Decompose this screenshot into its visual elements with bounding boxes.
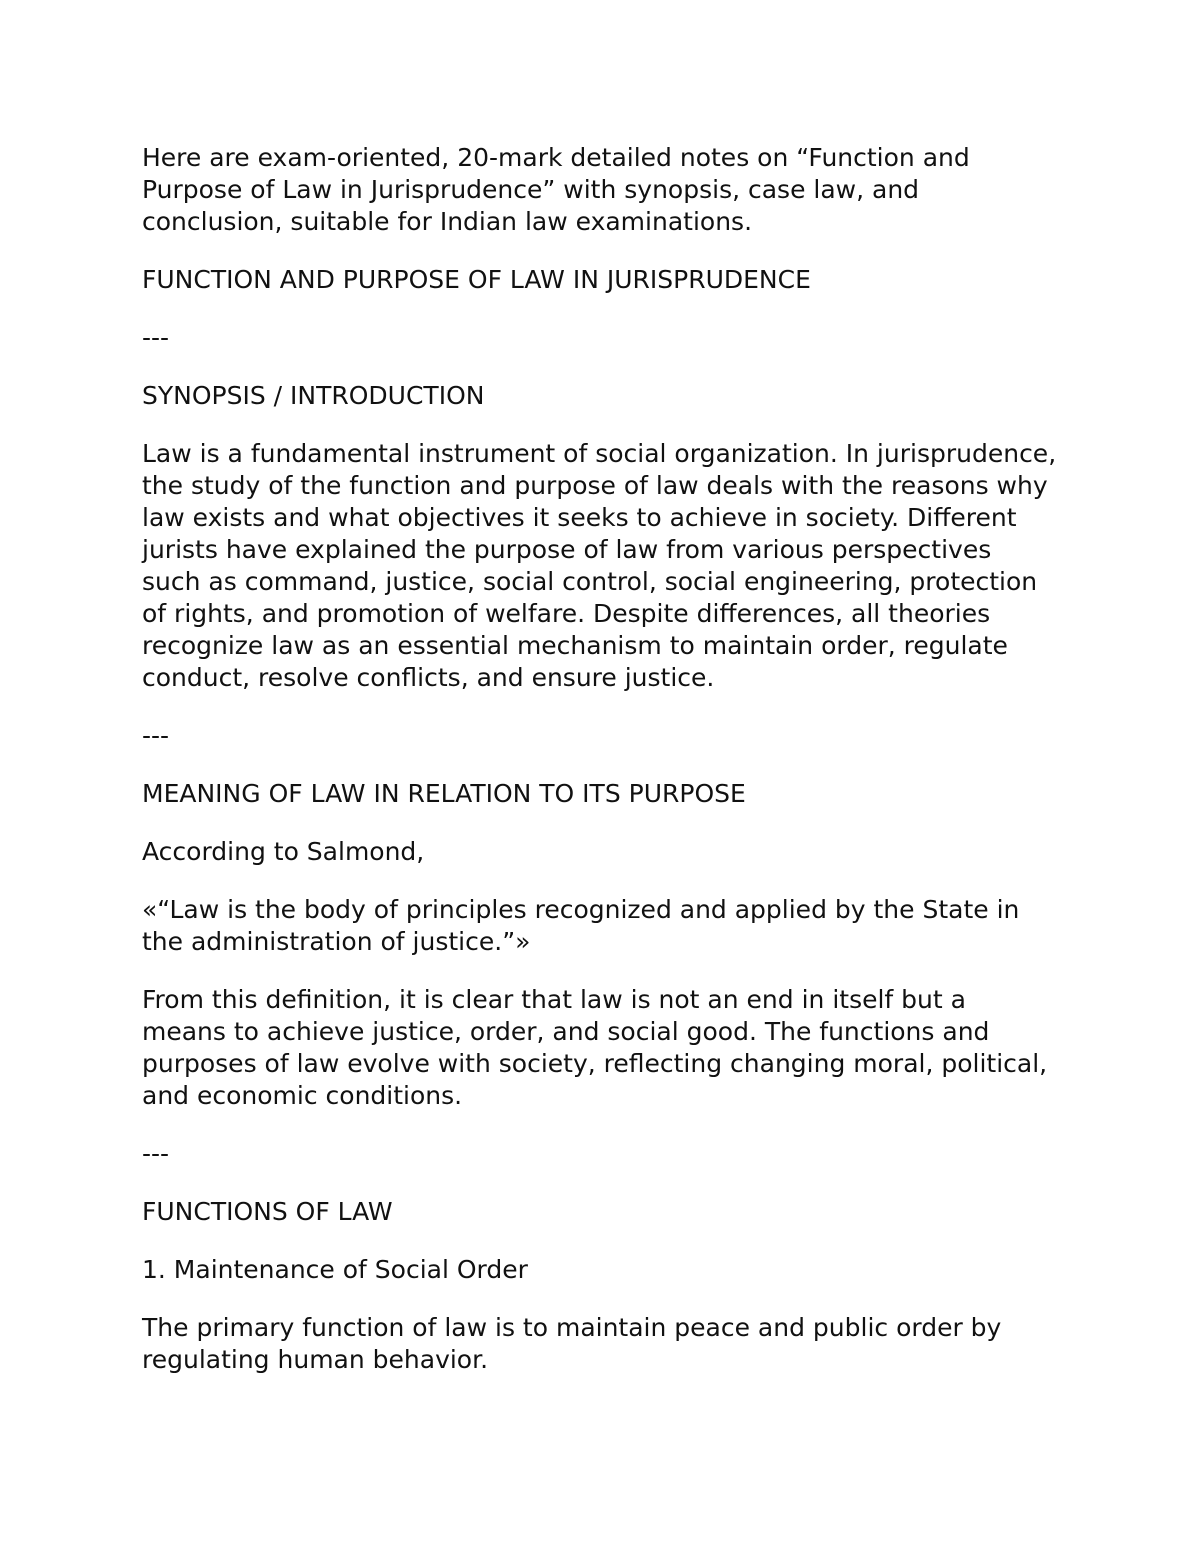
intro-paragraph: Here are exam-oriented, 20-mark detailed notes on “Function and Purpose of Law in Jurisprudence” with synopsis, case law, and conclusion, suitable for Indian law examinations.: [142, 143, 970, 236]
salmond-quote: «“Law is the body of principles recognized and applied by the State in the administration of justice.”»: [142, 895, 1020, 956]
heading-meaning: MEANING OF LAW IN RELATION TO ITS PURPOSE: [142, 779, 746, 808]
section-separator: ---: [142, 1139, 170, 1168]
function-1-title: 1. Maintenance of Social Order: [142, 1255, 528, 1284]
synopsis-paragraph: Law is a fundamental instrument of social organization. In jurisprudence, the study of the function and purpose of law deals with the reasons why law exists and what objectives it seeks to achieve in society. Different jurists have explained the purpose of law from various perspectives such as command, justice, social control, social engineering, protection of rights, and promotion of welfare. Despite differences, all theories recognize law as an essential mechanism to maintain order, regulate conduct, resolve conflicts, and ensure justice.: [142, 439, 1057, 692]
heading-functions: FUNCTIONS OF LAW: [142, 1197, 393, 1226]
heading-synopsis: SYNOPSIS / INTRODUCTION: [142, 381, 485, 410]
definition-paragraph: From this definition, it is clear that law is not an end in itself but a means to achieve justice, order, and social good. The functions and purposes of law evolve with society, reflecting changing moral, political, and economic conditions.: [142, 985, 1048, 1110]
document-body: [142, 142, 1057, 1402]
document-title: FUNCTION AND PURPOSE OF LAW IN JURISPRUDENCE: [142, 265, 811, 294]
function-1-text: The primary function of law is to maintain peace and public order by regulating human behavior.: [142, 1313, 1002, 1374]
salmond-lead: According to Salmond,: [142, 837, 425, 866]
section-separator: ---: [142, 323, 170, 352]
section-separator: ---: [142, 721, 170, 750]
